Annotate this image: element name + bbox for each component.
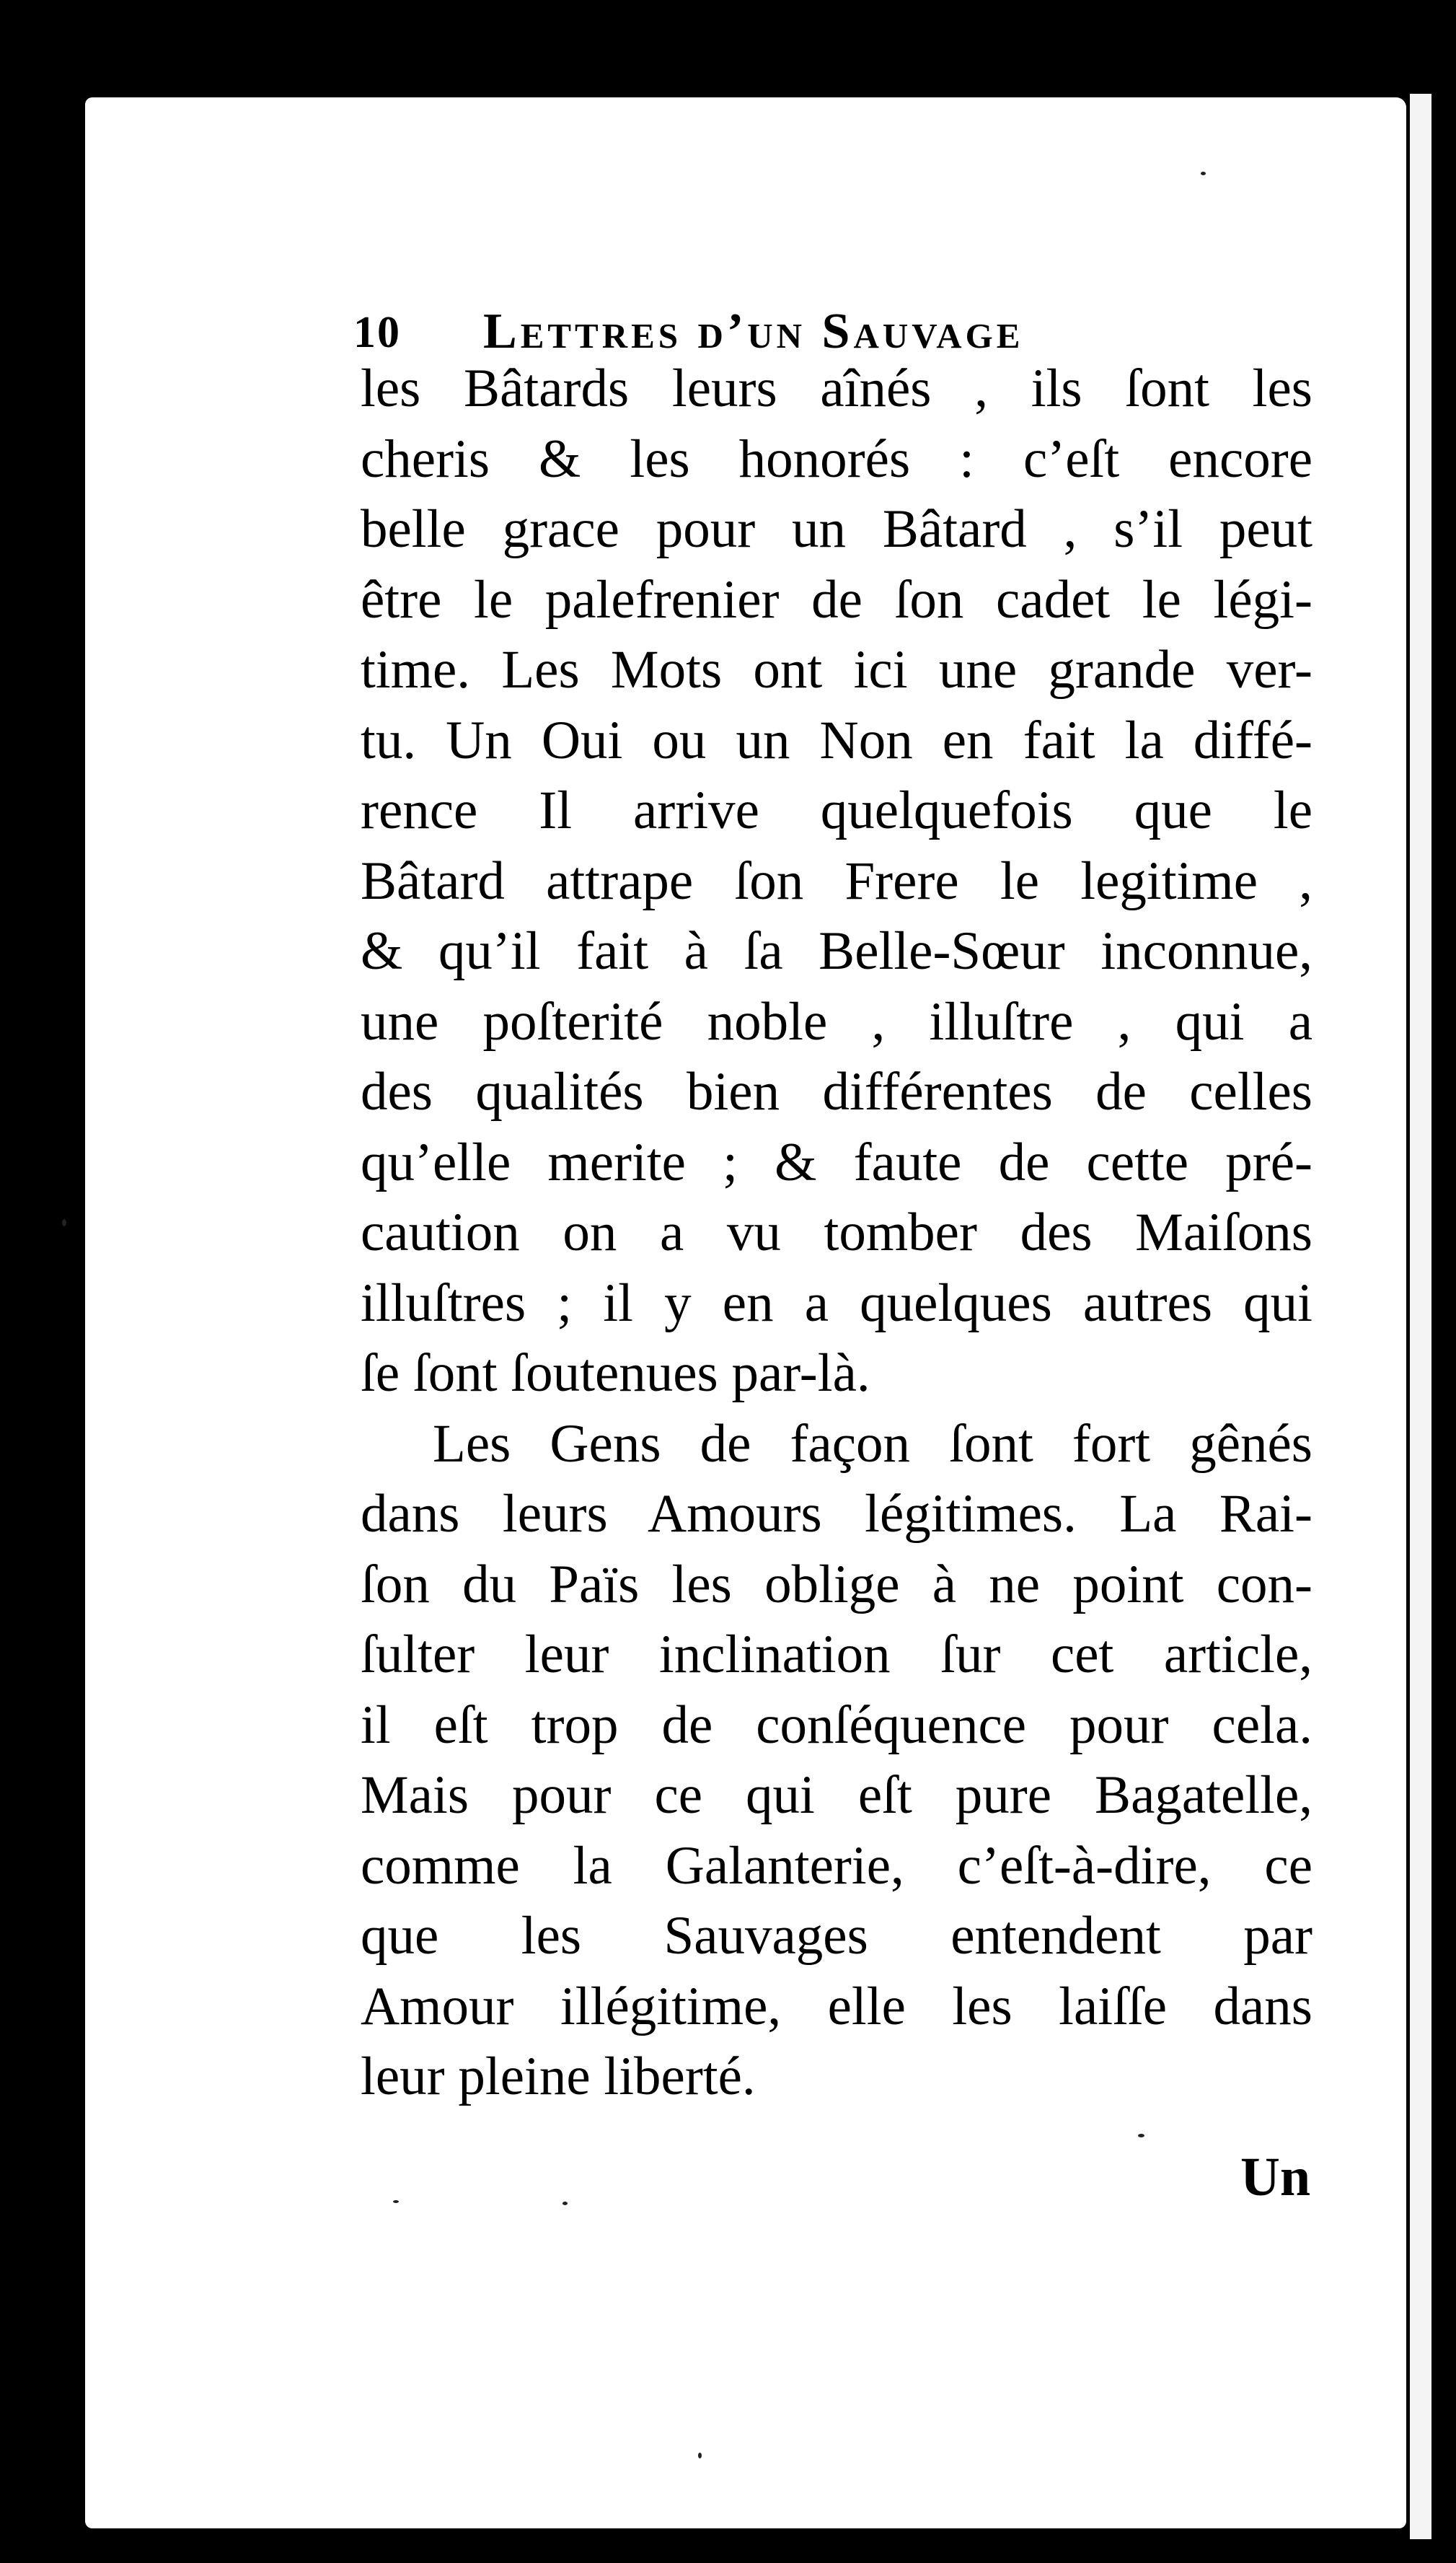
text-line: une poſterité noble , illuſtre , qui a <box>361 991 1312 1052</box>
running-title: Lettres d’un Sauvage <box>483 304 1024 359</box>
text-line: time. Les Mots ont ici une grande ver- <box>361 640 1312 700</box>
text-line: Bâtard attrape ſon Frere le legitime , <box>361 850 1312 911</box>
text-line: qu’elle merite ; & faute de cette pré- <box>361 1132 1312 1192</box>
scan-speck <box>562 2202 568 2205</box>
scan-speck <box>698 2453 702 2458</box>
paragraph-2 <box>361 1409 1312 2112</box>
text-line: Amour illégitime, elle les laiſſe dans <box>361 1976 1312 2036</box>
scan-speck <box>393 2200 399 2203</box>
text-line: & qu’il fait à ſa Belle-Sœur inconnue, <box>361 921 1312 981</box>
scan-speck <box>62 1219 66 1226</box>
catchword: Un <box>1240 2147 1311 2207</box>
text-line: cheris & les honorés : c’eſt encore <box>361 428 1312 489</box>
text-line: les Bâtards leurs aînés , ils ſont les <box>361 359 1312 418</box>
text-line: des qualités bien différentes de celles <box>361 1062 1312 1122</box>
next-page-edge <box>1410 94 1431 2539</box>
text-line: caution on a vu tomber des Maiſons <box>361 1203 1312 1262</box>
text-line: Les Gens de façon ſont fort gênés <box>433 1413 1312 1474</box>
text-line: ſe ſont ſoutenues par-là. <box>361 1343 870 1403</box>
text-line: que les Sauvages entendent par <box>361 1906 1312 1966</box>
text-line: dans leurs Amours légitimes. La Rai- <box>361 1484 1312 1544</box>
text-line: tu. Un Oui ou un Non en fait la diffé- <box>361 710 1312 770</box>
text-line: comme la Galanterie, c’eſt-à-dire, ce <box>361 1835 1312 1896</box>
scan-speck <box>1138 2134 1144 2137</box>
body-text <box>361 353 1312 2112</box>
text-line: être le palefrenier de ſon cadet le légi- <box>361 569 1312 630</box>
text-line: ſon du Païs les oblige à ne point con- <box>361 1554 1312 1614</box>
text-line: ſulter leur inclination ſur cet article, <box>361 1625 1312 1684</box>
page-number: 10 <box>353 308 401 357</box>
text-line: leur pleine liberté. <box>361 2047 756 2106</box>
text-line: rence Il arrive quelquefois que le <box>361 781 1312 840</box>
text-line: belle grace pour un Bâtard , s’il peut <box>361 499 1312 559</box>
scan-speck <box>1201 172 1206 175</box>
text-line: illuſtres ; il y en a quelques autres qui <box>361 1272 1312 1333</box>
text-line: Mais pour ce qui eſt pure Bagatelle, <box>361 1765 1312 1825</box>
text-line: il eſt trop de conſéquence pour cela. <box>361 1694 1312 1755</box>
paragraph-1 <box>361 353 1312 1409</box>
